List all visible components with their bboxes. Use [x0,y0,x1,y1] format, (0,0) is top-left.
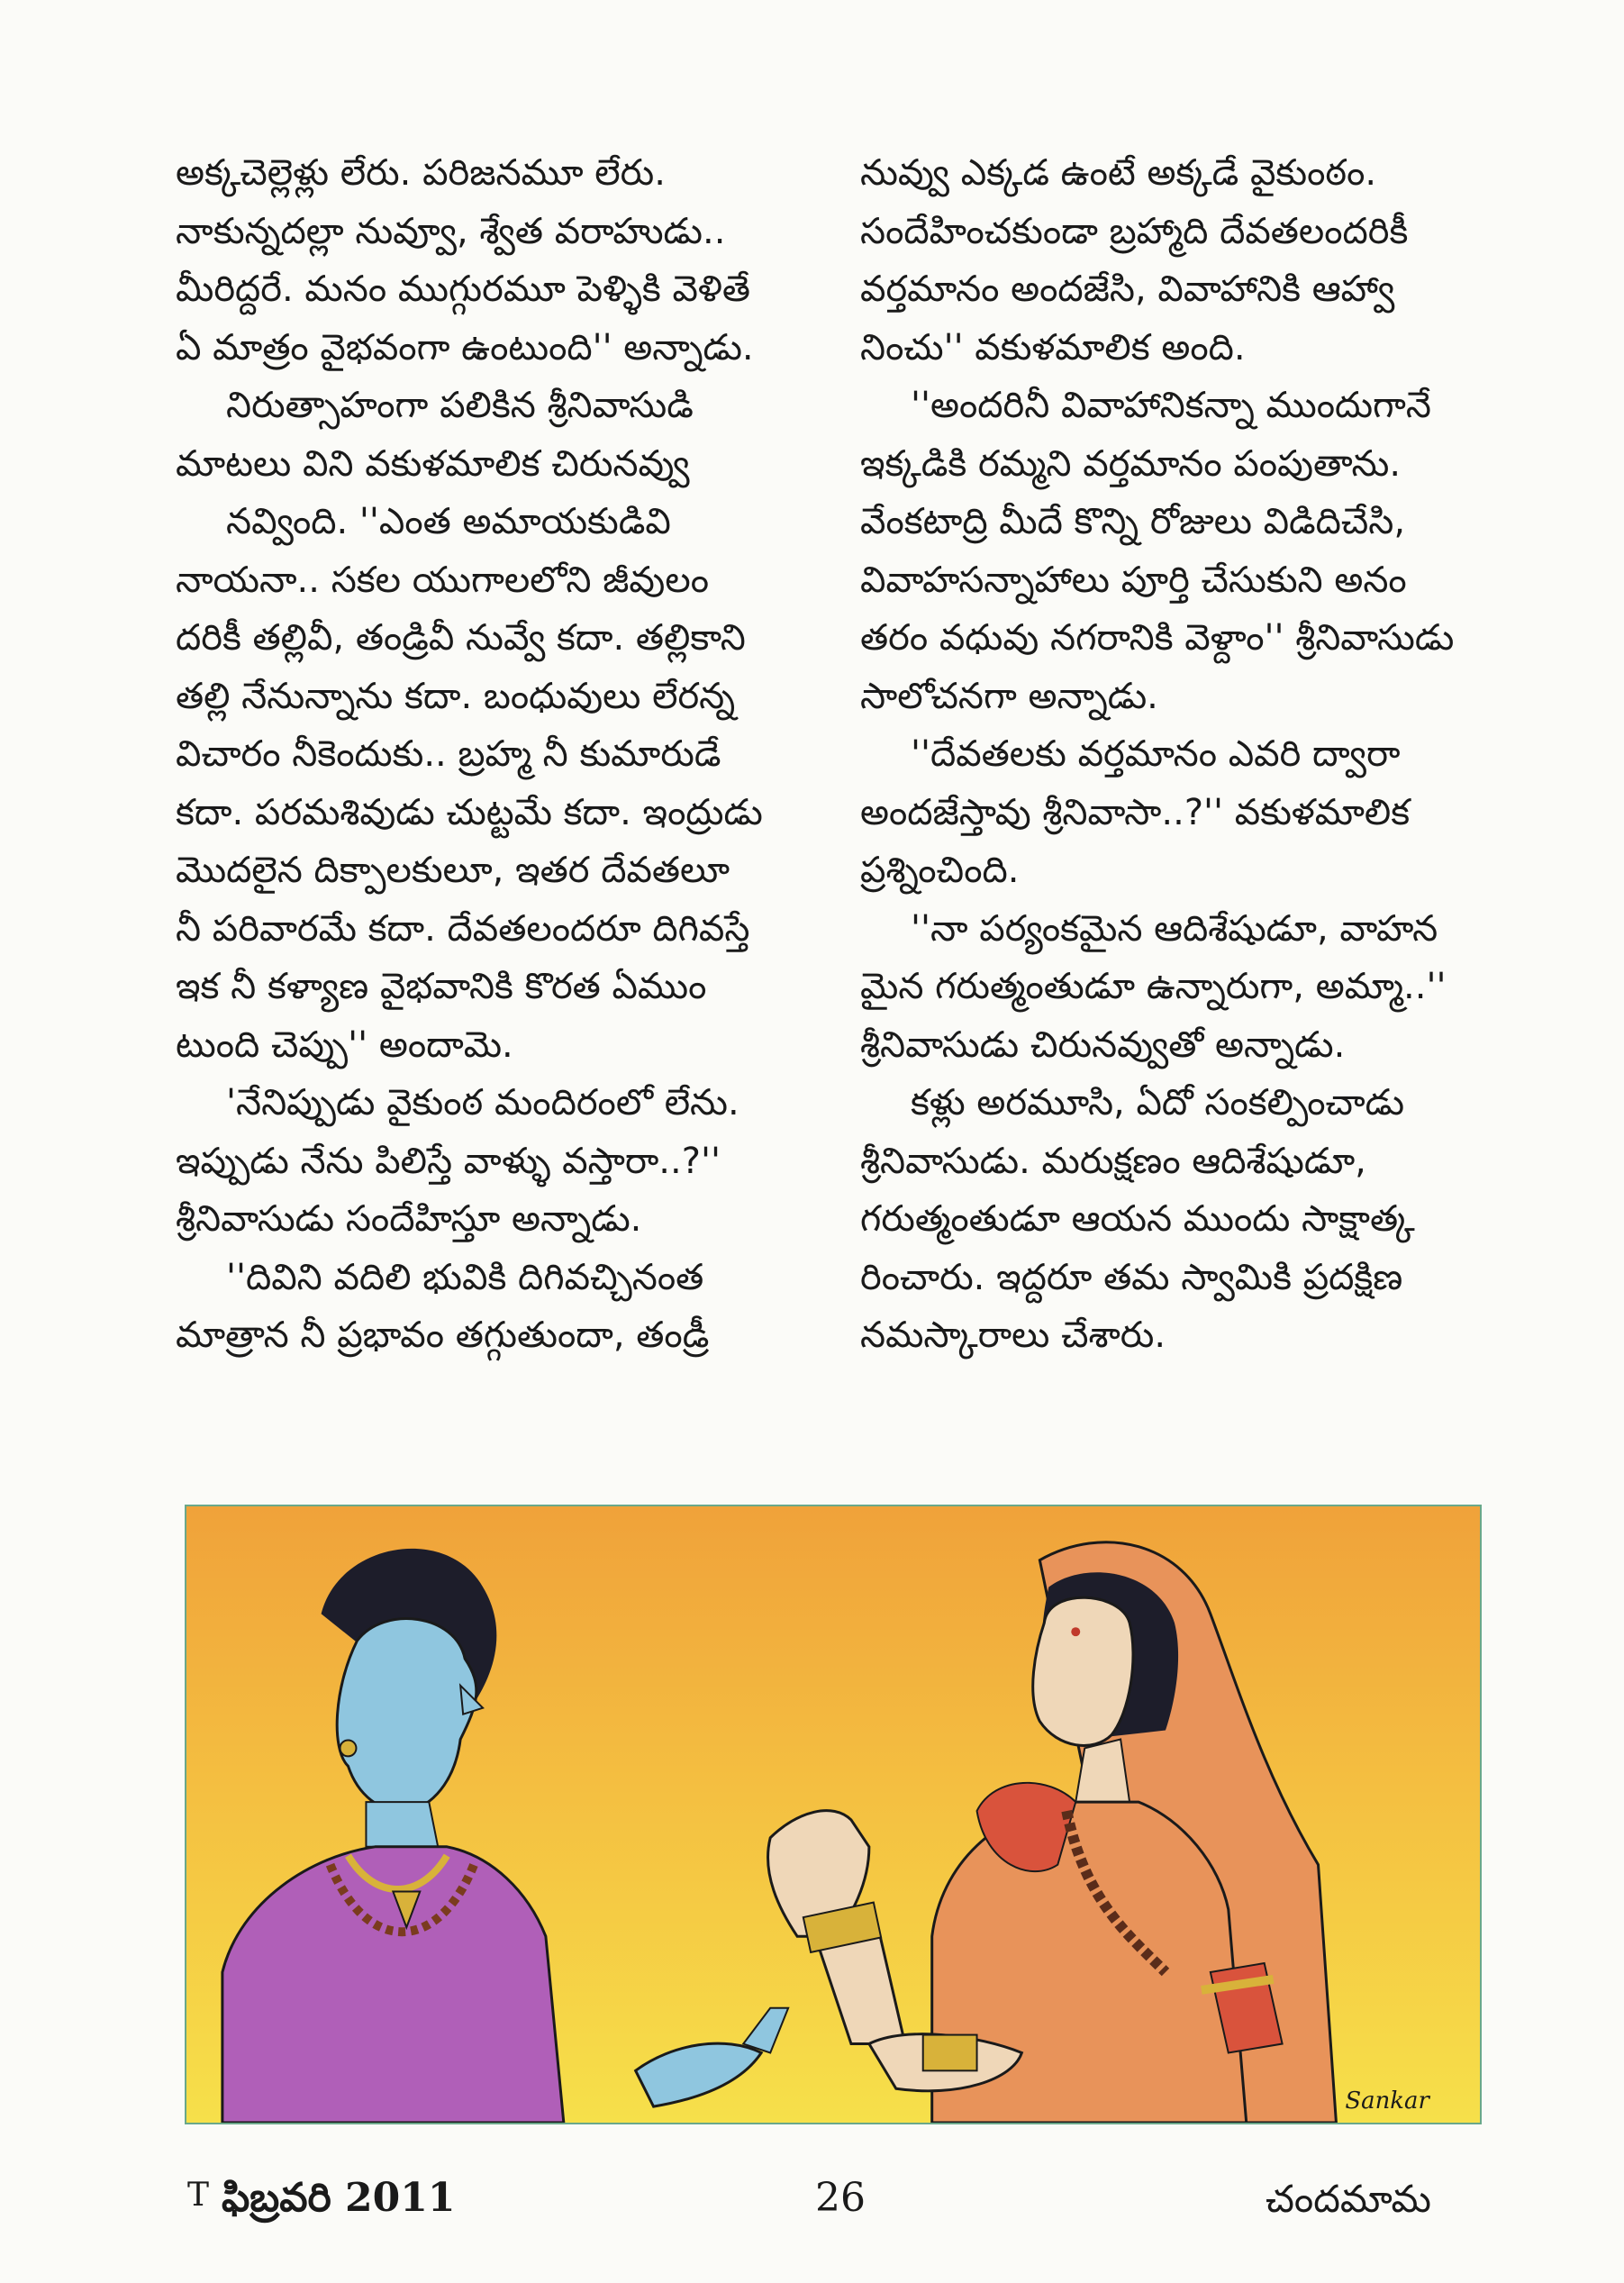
text-line: తరం వధువు నగరానికి వెళ్దాం'' శ్రీనివాసుడు [860,617,1455,659]
text-line: నాయనా.. సకల యుగాలలోని జీవులం [176,559,709,601]
footer-mark: T [187,2177,210,2214]
artist-signature: Sankar [1345,2087,1429,2115]
text-line: ఇక్కడికి రమ్మని వర్తమానం పంపుతాను. [860,442,1402,485]
text-line: ఇక నీ కళ్యాణ వైభవానికి కొరత ఏముం [176,966,707,1007]
text-line: ప్రశ్నించింది. [860,850,1020,891]
text-line: నువ్వు ఎక్కడ ఉంటే అక్కడే వైకుంఠం. [860,152,1377,194]
text-line: మైన గరుత్మంతుడూ ఉన్నారుగా, అమ్మా..'' [860,966,1447,1007]
text-line: ఇప్పుడు నేను పిలిస్తే వాళ్ళు వస్తారా..?'' [176,1140,721,1182]
text-line: నీ పరివారమే కదా. దేవతలందరూ దిగివస్తే [176,907,750,950]
text-line: నాకున్నదల్లా నువ్వూ, శ్వేత వరాహుడు.. [176,210,726,252]
text-line: టుంది చెప్పు'' అందామె. [176,1023,513,1066]
text-line: మాటలు విని వకుళమాలిక చిరునవ్వు [176,442,690,485]
story-text [176,144,1509,1496]
text-line: అందజేస్తావు శ్రీనివాసా..?'' వకుళమాలిక [860,791,1411,833]
text-line: నించు'' వకుళమాలిక అంది. [860,326,1246,368]
text-line: శ్రీనివాసుడు చిరునవ్వుతో అన్నాడు. [860,1023,1346,1066]
text-line: శ్రీనివాసుడు సందేహిస్తూ అన్నాడు. [176,1198,642,1240]
text-line: కదా. పరమశివుడు చుట్టమే కదా. ఇంద్రుడు [176,791,763,833]
text-line: నమస్కారాలు చేశారు. [860,1314,1166,1356]
text-line: దరికీ తల్లివీ, తండ్రివీ నువ్వే కదా. తల్లికాని [176,617,746,659]
text-line: ''దివిని వదిలి భువికి దిగివచ్చినంత [226,1256,704,1298]
text-line: సందేహించకుండా బ్రహ్మాది దేవతలందరికీ [860,210,1409,252]
text-line: నవ్వింది. ''ఎంత అమాయకుడివి [226,501,671,542]
text-line: వివాహసన్నాహాలు పూర్తి చేసుకుని అనం [860,559,1407,601]
text-line: కళ్లు అరమూసి, ఏదో సంకల్పించాడు [911,1082,1405,1123]
text-line: మీరిద్దరే. మనం ముగ్గురమూ పెళ్ళికి వెళితే [176,268,751,310]
story-illustration [185,1505,1482,2124]
magazine-name: చందమామ [1266,2177,1431,2221]
text-line: మొదలైన దిక్పాలకులూ, ఇతర దేవతలూ [176,850,730,891]
text-line: వేంకటాద్రి మీదే కొన్ని రోజులు విడిదిచేసి, [860,501,1406,542]
text-line: గరుత్మంతుడూ ఆయన ముందు సాక్షాత్క [860,1198,1415,1240]
issue-date: ఫిబ్రవరి 2011 [222,2175,456,2221]
text-line: శ్రీనివాసుడు. మరుక్షణం ఆదిశేషుడూ, [860,1140,1366,1182]
text-line: 'నేనిప్పుడు వైకుంఠ మందిరంలో లేను. [226,1082,739,1123]
text-line: మాత్రాన నీ ప్రభావం తగ్గుతుందా, తండ్రీ [176,1314,710,1356]
page-footer [0,2169,1624,2233]
right-column [860,144,1509,1365]
text-line: ఏ మాత్రం వైభవంగా ఉంటుంది'' అన్నాడు. [176,326,754,368]
text-line: నిరుత్సాహంగా పలికిన శ్రీనివాసుడి [226,385,694,426]
page-number: 26 [815,2175,866,2221]
text-line: రించారు. ఇద్దరూ తమ స్వామికి ప్రదక్షిణ [860,1256,1403,1298]
text-line: అక్కచెల్లెళ్లు లేరు. పరిజనమూ లేరు. [176,152,666,194]
left-column [176,144,824,1365]
illustration-drawing [186,1506,1480,2123]
text-line: ''నా పర్యంకమైన ఆదిశేషుడూ, వాహన [911,907,1438,950]
text-line: ''అందరినీ వివాహానికన్నా ముందుగానే [911,385,1431,426]
text-line: వర్తమానం అందజేసి, వివాహానికి ఆహ్వా [860,268,1395,310]
text-line: ''దేవతలకు వర్తమానం ఎవరి ద్వారా [911,733,1401,775]
text-line: తల్లి నేనున్నాను కదా. బంధువులు లేరన్న [176,675,736,717]
text-line: విచారం నీకెందుకు.. బ్రహ్మ నీ కుమారుడే [176,733,721,775]
text-line: సాలోచనగా అన్నాడు. [860,675,1158,717]
